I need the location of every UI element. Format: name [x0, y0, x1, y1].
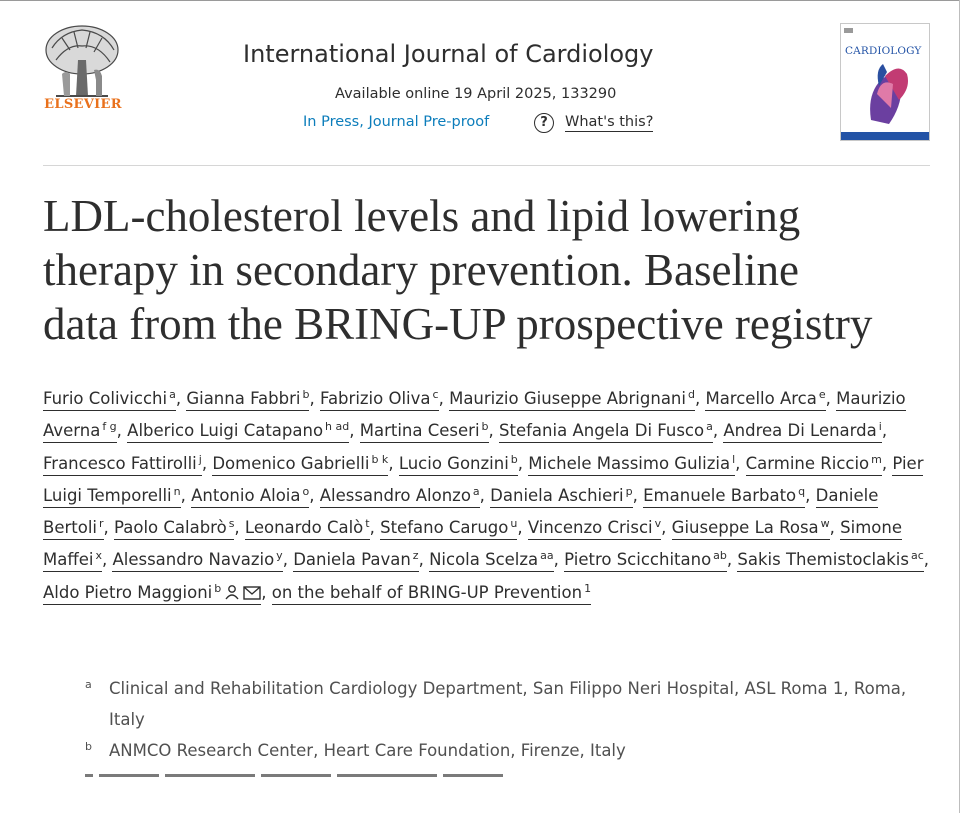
author-name: Andrea Di Lenarda [723, 421, 877, 441]
author-link[interactable] [705, 389, 825, 411]
author-separator: , [309, 389, 320, 408]
affiliation-superscript[interactable]: f g [102, 420, 117, 434]
author-link[interactable] [380, 518, 517, 540]
affiliation-superscript[interactable]: a [472, 484, 480, 498]
author-separator: , [726, 550, 738, 570]
author-separator: , [175, 389, 187, 408]
author-link[interactable] [737, 550, 923, 572]
affiliation-superscript[interactable]: c [432, 388, 439, 401]
affiliation-superscript[interactable]: n [173, 484, 181, 498]
author-name: Emanuele Barbato [643, 485, 797, 505]
author-separator: , [661, 518, 672, 538]
author-name: Simone Maffei [43, 518, 902, 570]
affiliation-superscript[interactable]: r [99, 517, 104, 531]
author-link[interactable] [723, 421, 881, 443]
affiliation-superscript[interactable]: d [687, 388, 695, 401]
author-name: Fabrizio Oliva [319, 389, 431, 408]
author-name: on the behalf of BRING-UP Prevention [271, 582, 583, 602]
journal-preproof-link[interactable]: In Press, Journal Pre-proof [303, 114, 490, 130]
author-separator: , [418, 550, 430, 570]
author-list [43, 383, 933, 611]
affiliation-superscript[interactable]: y [276, 549, 283, 563]
author-separator: , [234, 518, 245, 538]
affiliation-superscript[interactable]: p [625, 484, 633, 498]
author-name: Stefania Angela Di Fusco [499, 421, 705, 441]
affiliation-text: Clinical and Rehabilitation Cardiology Department, San Filippo Neri Hospital, ASL Roma 1, Roma, Italy [109, 679, 907, 729]
author-link[interactable] [186, 389, 309, 411]
author-separator: , [632, 485, 644, 505]
affiliation-superscript[interactable]: b [510, 452, 518, 466]
author-link[interactable] [114, 518, 234, 540]
cut-off-text-fragment [85, 774, 605, 780]
author-name: Maurizio Giuseppe Abrignani [449, 389, 686, 408]
affiliation-superscript[interactable]: b [214, 581, 222, 595]
author-link[interactable] [672, 518, 830, 540]
author-link[interactable] [449, 389, 695, 411]
author-name: Daniela Pavan [293, 550, 411, 570]
affiliation-item [85, 673, 945, 735]
author-link[interactable] [127, 421, 349, 443]
author-separator: , [517, 518, 528, 538]
author-link[interactable] [43, 454, 202, 476]
affiliation-list [85, 673, 945, 766]
author-separator: , [369, 518, 381, 538]
author-separator: , [881, 421, 888, 441]
author-link[interactable] [429, 550, 554, 572]
journal-title[interactable]: International Journal of Cardiology [243, 40, 654, 68]
author-name: Leonardo Calò [244, 518, 364, 538]
author-separator: , [923, 550, 930, 570]
title-line: LDL-cholesterol levels and lipid lowering [43, 191, 801, 241]
author-link[interactable] [43, 389, 176, 411]
author-name: Daniele Bertoli [43, 485, 879, 538]
journal-cover-thumbnail[interactable] [840, 23, 930, 141]
cover-artwork [841, 24, 929, 140]
author-separator: , [103, 518, 115, 538]
author-link[interactable] [528, 454, 735, 476]
affiliation-superscript[interactable]: 1 [584, 581, 592, 595]
author-separator: , [116, 421, 128, 441]
affiliation-superscript[interactable]: b k [371, 452, 389, 466]
author-link[interactable] [320, 389, 439, 411]
affiliation-superscript[interactable]: s [228, 517, 235, 531]
affiliation-item [85, 735, 945, 766]
author-name: Stefano Carugo [380, 518, 509, 538]
author-name: Furio Colivicchi [43, 389, 168, 408]
article-title [43, 189, 943, 351]
author-separator: , [101, 550, 113, 570]
author-separator: , [712, 421, 724, 441]
author-separator: , [180, 485, 192, 505]
affiliation-superscript[interactable]: t [365, 517, 370, 531]
author-name: Marcello Arca [705, 389, 817, 408]
affiliation-superscript[interactable]: ab [713, 549, 727, 563]
author-name: Francesco Fattirolli [43, 453, 197, 473]
author-separator: , [517, 453, 529, 473]
author-name: Lucio Gonzini [398, 453, 509, 473]
affiliation-superscript[interactable]: ac [910, 549, 924, 563]
affiliation-label: a [85, 678, 92, 691]
author-name: Domenico Gabrielli [212, 453, 370, 473]
affiliation-superscript[interactable]: a [169, 388, 176, 401]
author-link[interactable] [43, 583, 261, 605]
author-link[interactable] [245, 518, 370, 540]
title-line: therapy in secondary prevention. Baseline [43, 245, 799, 295]
author-name: Aldo Pietro Maggioni [43, 582, 213, 602]
affiliation-superscript[interactable]: x [95, 549, 102, 563]
author-separator: , [388, 453, 399, 473]
affiliation-superscript[interactable]: j [198, 452, 202, 466]
author-link[interactable] [499, 421, 713, 443]
author-separator: , [201, 453, 213, 473]
author-link[interactable] [564, 550, 727, 572]
author-separator: , [694, 389, 706, 408]
affiliation-superscript[interactable]: e [818, 388, 826, 401]
author-name: Maurizio Averna [43, 389, 906, 441]
author-separator: , [479, 485, 491, 505]
author-link[interactable] [212, 454, 388, 476]
affiliation-superscript[interactable]: aa [540, 549, 554, 563]
affiliation-superscript[interactable]: h ad [325, 420, 350, 434]
affiliation-superscript[interactable]: b [302, 388, 310, 401]
affiliation-superscript[interactable]: b [481, 420, 489, 434]
affiliation-superscript[interactable]: q [798, 484, 806, 498]
author-name: Alberico Luigi Catapano [127, 421, 324, 441]
affiliation-superscript[interactable]: v [654, 517, 662, 531]
author-name: Antonio Aloia [191, 485, 301, 505]
author-separator: , [805, 485, 816, 505]
affiliation-superscript[interactable]: o [302, 484, 310, 498]
author-separator: , [881, 453, 893, 473]
author-link[interactable] [643, 486, 805, 508]
author-link[interactable] [528, 518, 661, 540]
title-line: data from the BRING-UP prospective registry [43, 299, 873, 349]
author-separator: , [825, 389, 837, 408]
person-icon[interactable] [224, 579, 240, 611]
author-name: Gianna Fabbri [186, 389, 301, 408]
publisher-name: ELSEVIER [44, 97, 122, 112]
cover-title: CARDIOLOGY [845, 45, 922, 57]
author-name: Paolo Calabrò [114, 518, 227, 538]
author-link[interactable] [320, 486, 480, 508]
author-link[interactable] [112, 550, 282, 572]
author-link[interactable] [490, 486, 632, 508]
affiliation-superscript[interactable]: u [510, 517, 518, 531]
author-name: Alessandro Navazio [112, 550, 275, 570]
header-divider [43, 165, 930, 166]
author-link[interactable] [191, 486, 309, 508]
affiliation-superscript[interactable]: m [871, 452, 882, 466]
author-link[interactable] [293, 550, 418, 572]
availability-date: Available online 19 April 2025, 133290 [335, 86, 617, 102]
author-separator: , [438, 389, 450, 408]
affiliation-superscript[interactable]: w [820, 517, 830, 531]
author-name: Vincenzo Crisci [527, 518, 653, 538]
author-name: Carmine Riccio [745, 453, 870, 473]
author-name: Alessandro Alonzo [319, 485, 471, 505]
author-separator: , [261, 582, 272, 602]
help-icon[interactable]: ? [534, 113, 554, 133]
author-name: Sakis Themistoclakis [737, 550, 909, 570]
envelope-icon[interactable] [243, 579, 261, 611]
author-name: Giuseppe La Rosa [671, 518, 819, 538]
affiliation-text: ANMCO Research Center, Heart Care Foundation, Firenze, Italy [109, 741, 626, 760]
author-separator: , [488, 421, 500, 441]
author-separator: , [829, 518, 841, 538]
author-separator: , [309, 485, 320, 505]
author-separator: , [349, 421, 360, 441]
author-name: Michele Massimo Gulizia [528, 453, 731, 473]
author-link[interactable] [360, 421, 489, 443]
author-name: Pietro Scicchitano [564, 550, 712, 570]
affiliation-superscript[interactable]: i [878, 420, 882, 434]
author-separator: , [553, 550, 565, 570]
author-name: Pier Luigi Temporelli [43, 453, 924, 505]
author-separator: , [282, 550, 294, 570]
affiliation-superscript[interactable]: l [732, 452, 736, 466]
whats-this-link[interactable]: What's this? [565, 114, 654, 130]
author-link[interactable] [399, 454, 518, 476]
author-separator: , [735, 453, 746, 473]
author-name: Daniela Aschieri [490, 485, 624, 505]
top-border [0, 0, 960, 1]
author-link[interactable] [272, 583, 591, 605]
affiliation-superscript[interactable]: a [706, 420, 713, 434]
affiliation-superscript[interactable]: z [412, 549, 419, 563]
author-link[interactable] [746, 454, 882, 476]
author-name: Martina Ceseri [359, 421, 480, 441]
affiliation-label: b [85, 740, 92, 753]
author-name: Nicola Scelza [429, 550, 539, 570]
